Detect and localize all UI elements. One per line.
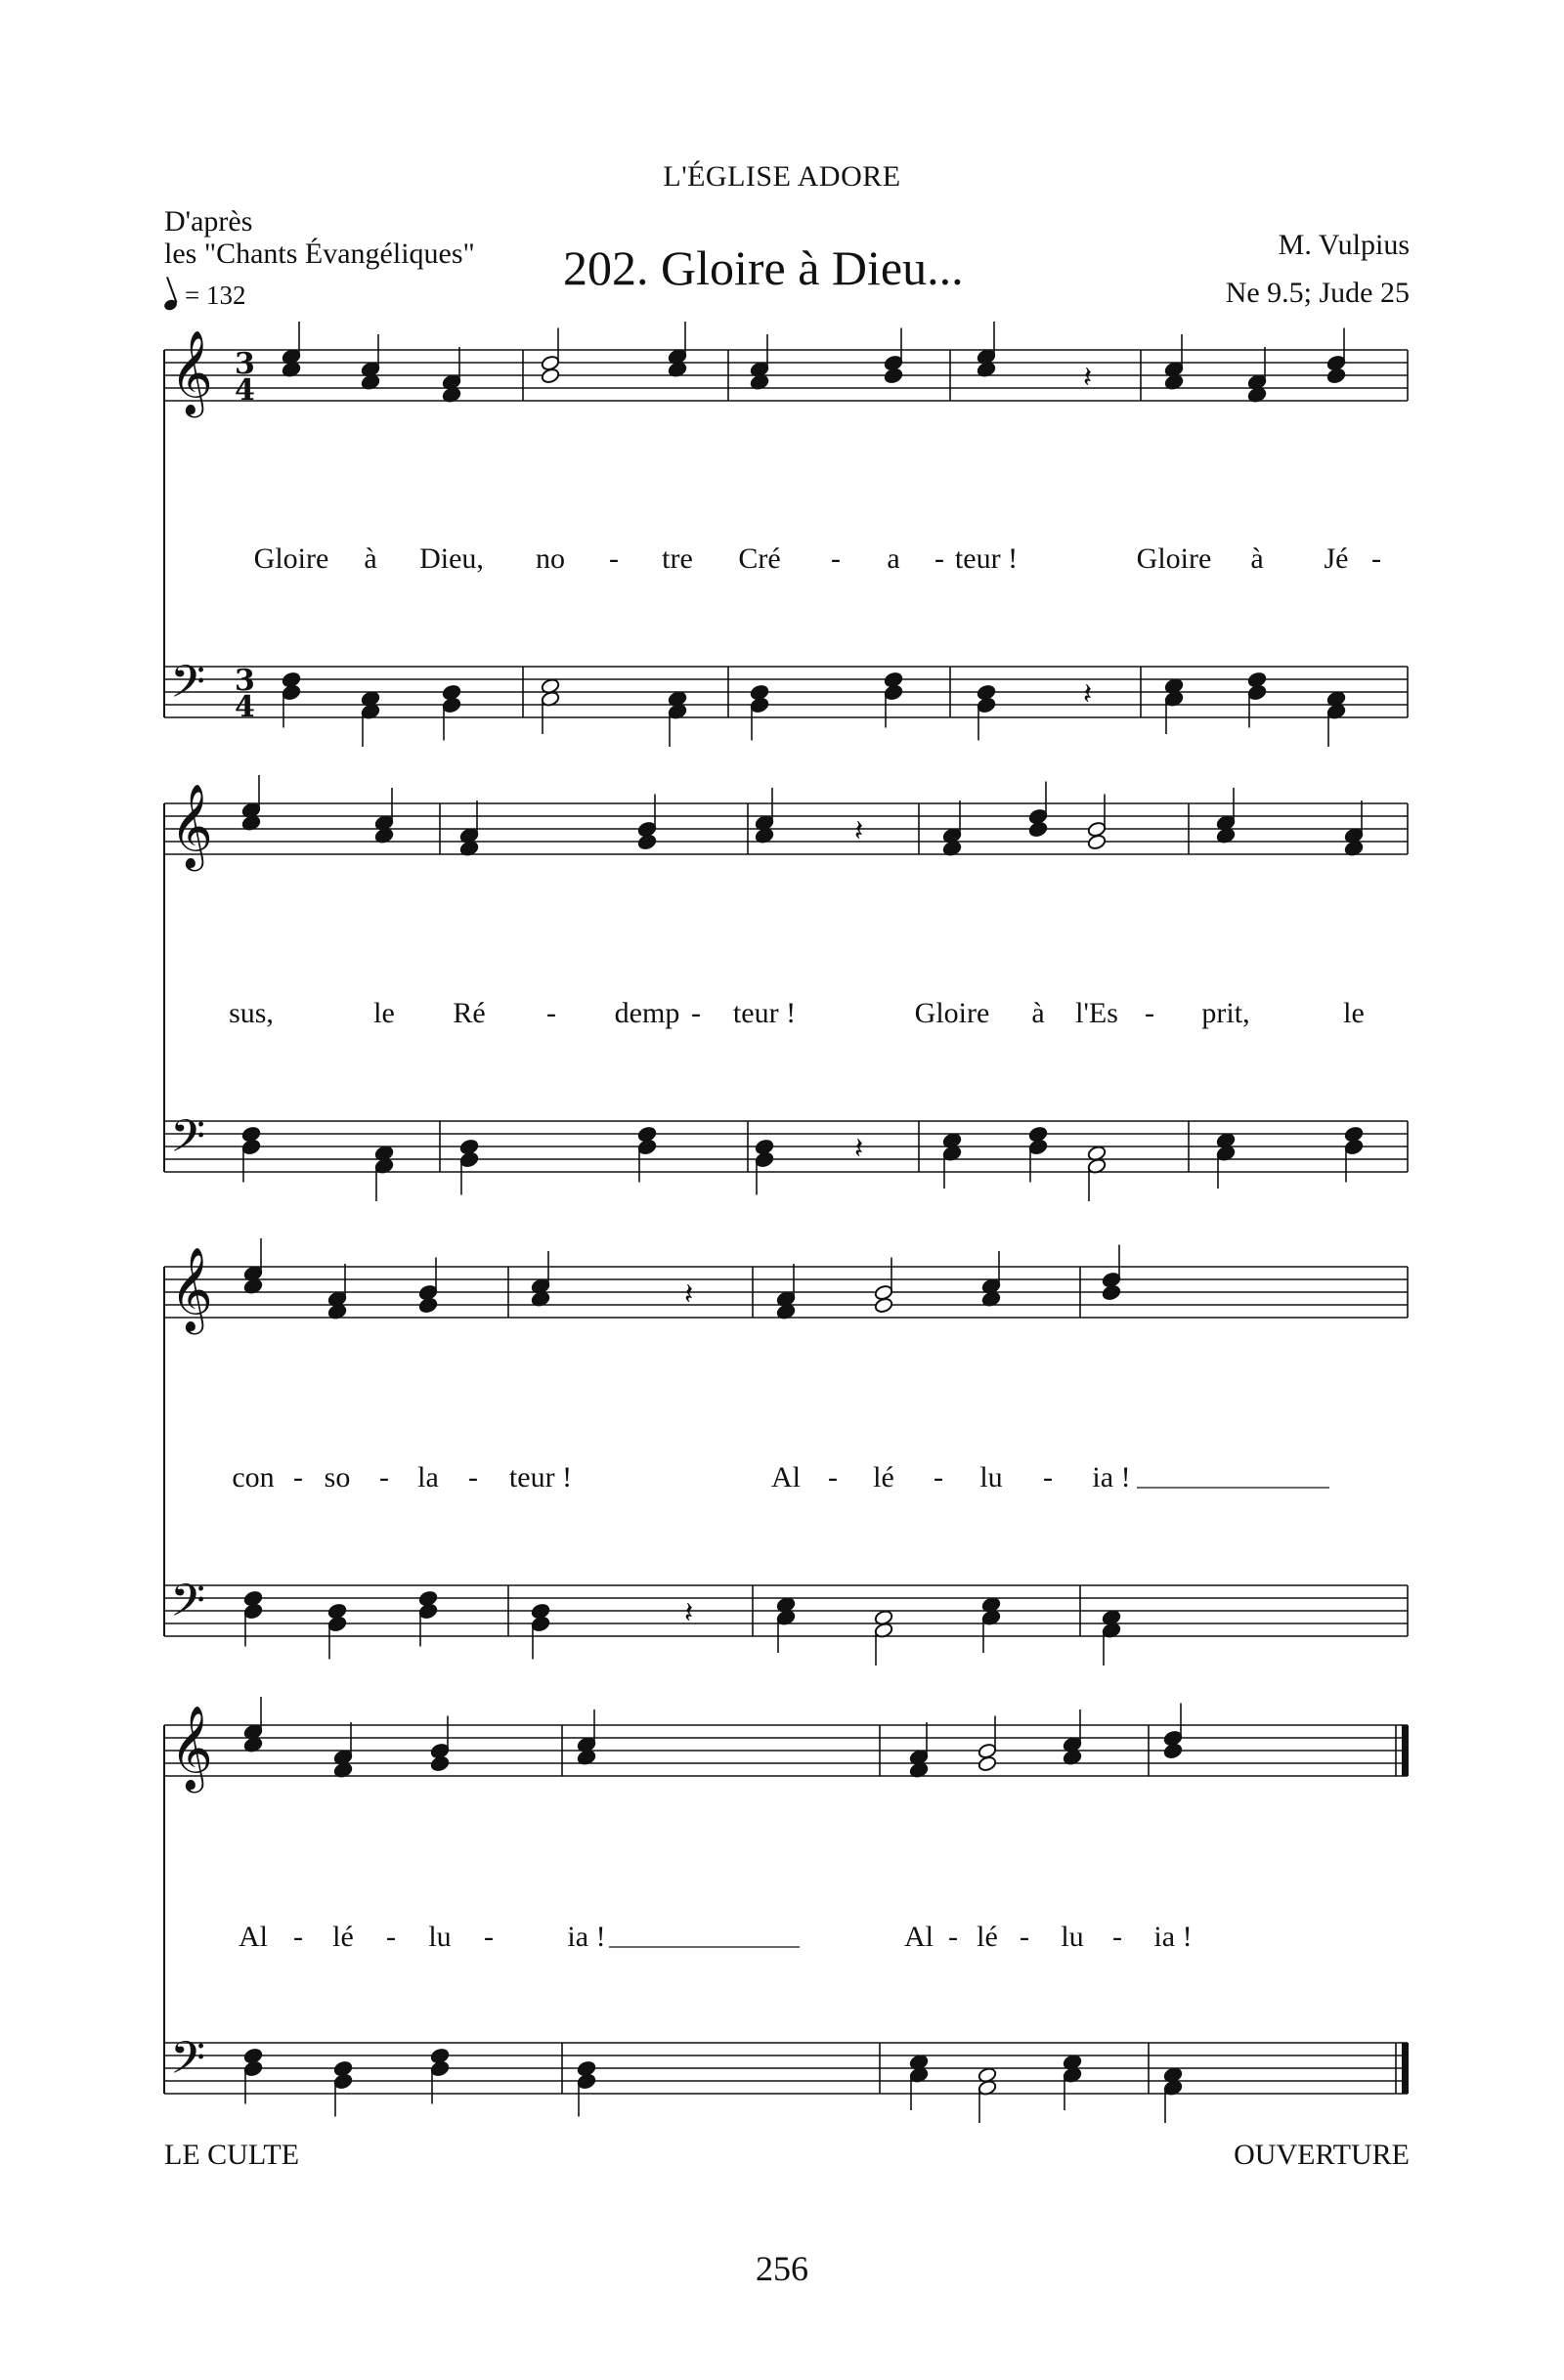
- bass-clef-icon: 𝄢: [170, 1110, 206, 1174]
- lyric-syllable: lu: [428, 1921, 452, 1953]
- time-signature-bottom: 4: [235, 373, 255, 408]
- lyric-syllable: Gloire: [253, 542, 329, 575]
- source-line-1: D'après: [164, 205, 253, 238]
- note-head: [241, 1139, 261, 1155]
- lyric-syllable: le: [1343, 997, 1365, 1029]
- note-head: [327, 1616, 347, 1632]
- scripture-references: Ne 9.5; Jude 25: [1225, 277, 1410, 309]
- hymn-title: 202. Gloire à Dieu...: [563, 240, 964, 295]
- note-head: [442, 697, 461, 714]
- note-head: [1102, 1284, 1121, 1301]
- note-head: [541, 368, 560, 384]
- lyric-syllable: -: [1020, 1921, 1029, 1953]
- quarter-rest-icon: 𝄽: [684, 1277, 694, 1312]
- lyric-syllable: la: [417, 1461, 439, 1493]
- lyric-syllable: -: [293, 1461, 303, 1493]
- lyric-syllable: l'Es: [1075, 997, 1118, 1029]
- note-head: [243, 2060, 263, 2077]
- lyric-syllable: ia !: [1153, 1921, 1193, 1953]
- quarter-rest-icon: 𝄽: [854, 814, 864, 848]
- composer: M. Vulpius: [1278, 229, 1410, 261]
- lyric-syllable: teur !: [508, 1461, 573, 1493]
- note-head: [637, 834, 657, 850]
- source-line-2: les "Chants Évangéliques": [164, 238, 475, 270]
- lyric-syllable: -: [379, 1461, 389, 1493]
- quarter-rest-icon: 𝄽: [854, 1132, 864, 1166]
- lyric-syllable: a: [887, 542, 900, 575]
- lyric-syllable: le: [373, 997, 395, 1029]
- lyric-syllable: -: [293, 1921, 303, 1953]
- note-head: [1247, 684, 1267, 701]
- page-number: 256: [756, 2249, 808, 2288]
- lyric-syllable: tre: [662, 542, 693, 575]
- treble-clef-icon: 𝄞: [170, 330, 213, 414]
- lyric-syllable: no: [536, 542, 565, 575]
- lyric-syllable: con: [232, 1461, 275, 1493]
- lyric-syllable: à: [364, 542, 377, 575]
- note-head: [459, 1151, 479, 1168]
- footer-category-label: OUVERTURE: [1234, 2139, 1410, 2171]
- note-head: [755, 1151, 774, 1168]
- lyric-syllable: Al: [771, 1461, 801, 1493]
- lyric-syllable: Al: [904, 1921, 934, 1953]
- time-signature-top: 3: [235, 347, 255, 381]
- lyric-syllable: lu: [979, 1461, 1003, 1493]
- lyric-syllable: lé: [332, 1921, 354, 1953]
- note-head: [430, 2060, 450, 2077]
- lyric-syllable: -: [1112, 1921, 1122, 1953]
- treble-clef-icon: 𝄞: [170, 784, 213, 868]
- lyric-syllable: Gloire: [914, 997, 990, 1029]
- lyric-syllable: -: [1371, 542, 1381, 575]
- lyric-syllable: Ré: [453, 997, 486, 1029]
- lyric-syllable: lu: [1061, 1921, 1084, 1953]
- lyric-syllable: -: [1145, 997, 1154, 1029]
- lyric-syllable: ia !: [1092, 1461, 1131, 1493]
- lyric-syllable: -: [468, 1461, 478, 1493]
- note-head: [418, 1297, 438, 1314]
- lyric-syllable: -: [484, 1921, 494, 1953]
- note-head: [333, 2073, 353, 2090]
- lyric-syllable: à: [1031, 997, 1045, 1029]
- quarter-rest-icon: 𝄽: [1083, 361, 1093, 395]
- note-head: [874, 1297, 893, 1314]
- lyric-syllable: -: [1043, 1461, 1053, 1493]
- footer-section-label: LE CULTE: [164, 2139, 300, 2171]
- lyric-syllable: Jé: [1324, 542, 1349, 575]
- lyric-syllable: -: [934, 542, 944, 575]
- lyric-syllable: -: [934, 1461, 943, 1493]
- lyric-syllable: lé: [977, 1921, 998, 1953]
- lyric-syllable: -: [828, 1461, 838, 1493]
- time-signature-top: 3: [235, 664, 255, 698]
- final-bar-thick: [1402, 1725, 1409, 1776]
- bass-clef-icon: 𝄢: [170, 2032, 206, 2096]
- note-head: [1163, 1743, 1183, 1759]
- lyric-syllable: -: [546, 997, 556, 1029]
- lyric-syllable: -: [948, 1921, 958, 1953]
- note-head: [750, 697, 769, 714]
- quarter-rest-icon: 𝄽: [1083, 677, 1093, 712]
- lyric-syllable: ia !: [567, 1921, 606, 1953]
- note-head: [977, 697, 996, 714]
- lyric-syllable: so: [324, 1461, 351, 1493]
- note-head: [430, 1755, 450, 1772]
- note-head: [418, 1603, 438, 1620]
- lyric-syllable: Al: [239, 1921, 268, 1953]
- time-signature-bottom: 4: [235, 690, 255, 724]
- lyric-syllable: -: [386, 1921, 396, 1953]
- lyric-syllable: -: [609, 542, 619, 575]
- bass-clef-icon: 𝄢: [170, 656, 206, 719]
- lyric-syllable: -: [691, 997, 701, 1029]
- note-head: [577, 2073, 596, 2090]
- lyric-syllable: teur !: [954, 542, 1019, 575]
- note-head: [1087, 834, 1107, 850]
- quarter-rest-icon: 𝄽: [684, 1596, 694, 1630]
- section-title: L'ÉGLISE ADORE: [663, 160, 901, 193]
- note-head: [1028, 1139, 1048, 1155]
- lyric-syllable: à: [1250, 542, 1264, 575]
- note-head: [1344, 1139, 1364, 1155]
- lyric-syllable: demp: [614, 997, 680, 1029]
- treble-clef-icon: 𝄞: [170, 1247, 213, 1331]
- lyric-syllable: Gloire: [1136, 542, 1212, 575]
- lyric-syllable: -: [831, 542, 841, 575]
- note-head: [884, 684, 903, 701]
- note-head: [884, 368, 903, 384]
- note-head: [1326, 368, 1346, 384]
- final-bar-thick: [1402, 2043, 1409, 2094]
- lyric-syllable: prit,: [1201, 997, 1250, 1029]
- lyric-syllable: teur !: [732, 997, 797, 1029]
- note-head: [1028, 821, 1048, 838]
- treble-clef-icon: 𝄞: [170, 1706, 213, 1790]
- tempo-value: = 132: [185, 281, 246, 310]
- lyric-syllable: sus,: [229, 997, 274, 1029]
- lyric-syllable: Cré: [738, 542, 781, 575]
- note-head: [243, 1603, 263, 1620]
- bass-clef-icon: 𝄢: [170, 1575, 206, 1638]
- note-head: [978, 1755, 997, 1772]
- note-head: [282, 684, 301, 701]
- lyric-syllable: lé: [873, 1461, 894, 1493]
- note-head: [637, 1139, 657, 1155]
- lyric-syllable: Dieu,: [419, 542, 484, 575]
- note-head: [531, 1616, 550, 1632]
